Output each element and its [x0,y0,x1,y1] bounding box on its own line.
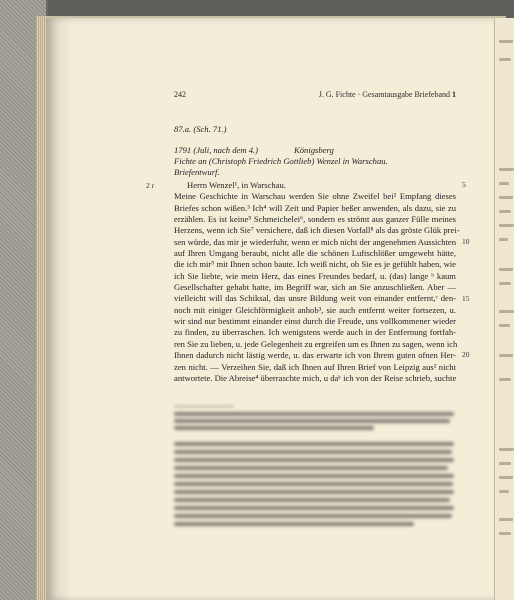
text-line: zu finden, zu überraschen. Ich wenigstens werde auch in der Entfernung fortfah- [174,327,456,338]
text-line: Gesellschafter gehabt hatte, im Begriff war, sich an Sie anzuschließen. Aber — [174,282,456,293]
entry-number: 87.a. (Sch. 71.) [174,124,227,134]
blurred-apparatus-footnotes [174,406,456,556]
letter-body [174,180,460,384]
entry-date: 1791 (Juli, nach dem 4.) [174,145,259,155]
text-line: Herzens, wenn ich Sie⁷ versichere, daß ich diesen Vorfall⁸ als das gröste Glük prei- [174,225,460,236]
gutter-shadow [46,18,72,600]
salutation: Herrn Wenzel¹, in Warschau. [187,180,286,190]
line-number: 20 [462,350,470,360]
line-number: 5 [462,180,466,189]
text-line: die ich mir⁹ mit Ihnen schon baute. Ich weiß nicht, ob Sie es je gefühlt haben, wie [174,259,456,270]
text-line: Briefes schon wißen.³ Ich⁴ will Zeit und Papier beßer anwenden, als dazu, sie zu [174,202,456,213]
page-number: 242 [174,90,186,99]
line-number: 10 [462,236,470,246]
running-header [174,90,456,104]
entry-date-line [174,145,456,156]
margin-folio-note: 2 r [146,181,155,190]
entry-addressee: Fichte an (Christoph Friedrich Gottlieb) Wenzel in Warschau. [174,156,388,166]
running-head-title: J. G. Fichte · Gesamtausgabe Briefeband [318,90,450,99]
running-head [319,90,456,99]
letter-entry-heading [174,124,456,178]
text-line: auf Ihren Umgang beraubt, nicht alle die schönen Luftschlößer umgeweht hätte, [174,248,456,259]
text-line: noch mit einiger Gleichförmigkeit anhob³, sie auch entfernt weiter fortsezen, u. [174,304,456,315]
line-number: 15 [462,293,470,303]
text-line: Meine Geschichte in Warschau werden Sie ohne Zweifel bei² Empfang dieses [174,191,456,202]
text-line: zen nicht. — Verzeihen Sie, daß ich Ihnen auf Ihren Brief von Leipzig aus² nicht [174,361,456,372]
text-line: Ihnen dadurch nicht lästig werde, u. das erwarte ich von Ihrem guten ofnen Her- [174,350,456,361]
text-line: ren Sie zu lieben, u. jede Gelegenheit zu ergreifen um es Ihnen zu sagen, wenn ich [174,338,458,349]
facing-page-edge [494,18,514,600]
text-line: antwortete. Die Abreise⁴ überraschte mich, u daᵏ ich von der Reise schrieb, suchte [174,372,457,383]
entry-place: Königsberg [294,145,334,155]
text-line: erzählen. Es ist keine⁵ Schmeichelei⁶, sondern es strömt aus ganzer Fülle meines [174,214,456,225]
text-line: ich Sie liebte, wie mein Herz, das eines Freundes bedarf, u. (das) lange ᵇ kaum [174,270,456,281]
running-head-volume: 1 [452,90,456,99]
text-line: sen würde, das mir je wiederfuhr, wenn er mich nicht der angenehmen Aussichten [174,236,456,247]
entry-type: Briefentwurf. [174,167,220,177]
text-line: wir sind nur bestimmt einander einst durch die Freude, uns vollkommener wieder [174,316,456,327]
text-line: vielleicht will das Schiksal, das unsre Bildung weit von einander entfernt,ᶜ den- [174,293,456,304]
